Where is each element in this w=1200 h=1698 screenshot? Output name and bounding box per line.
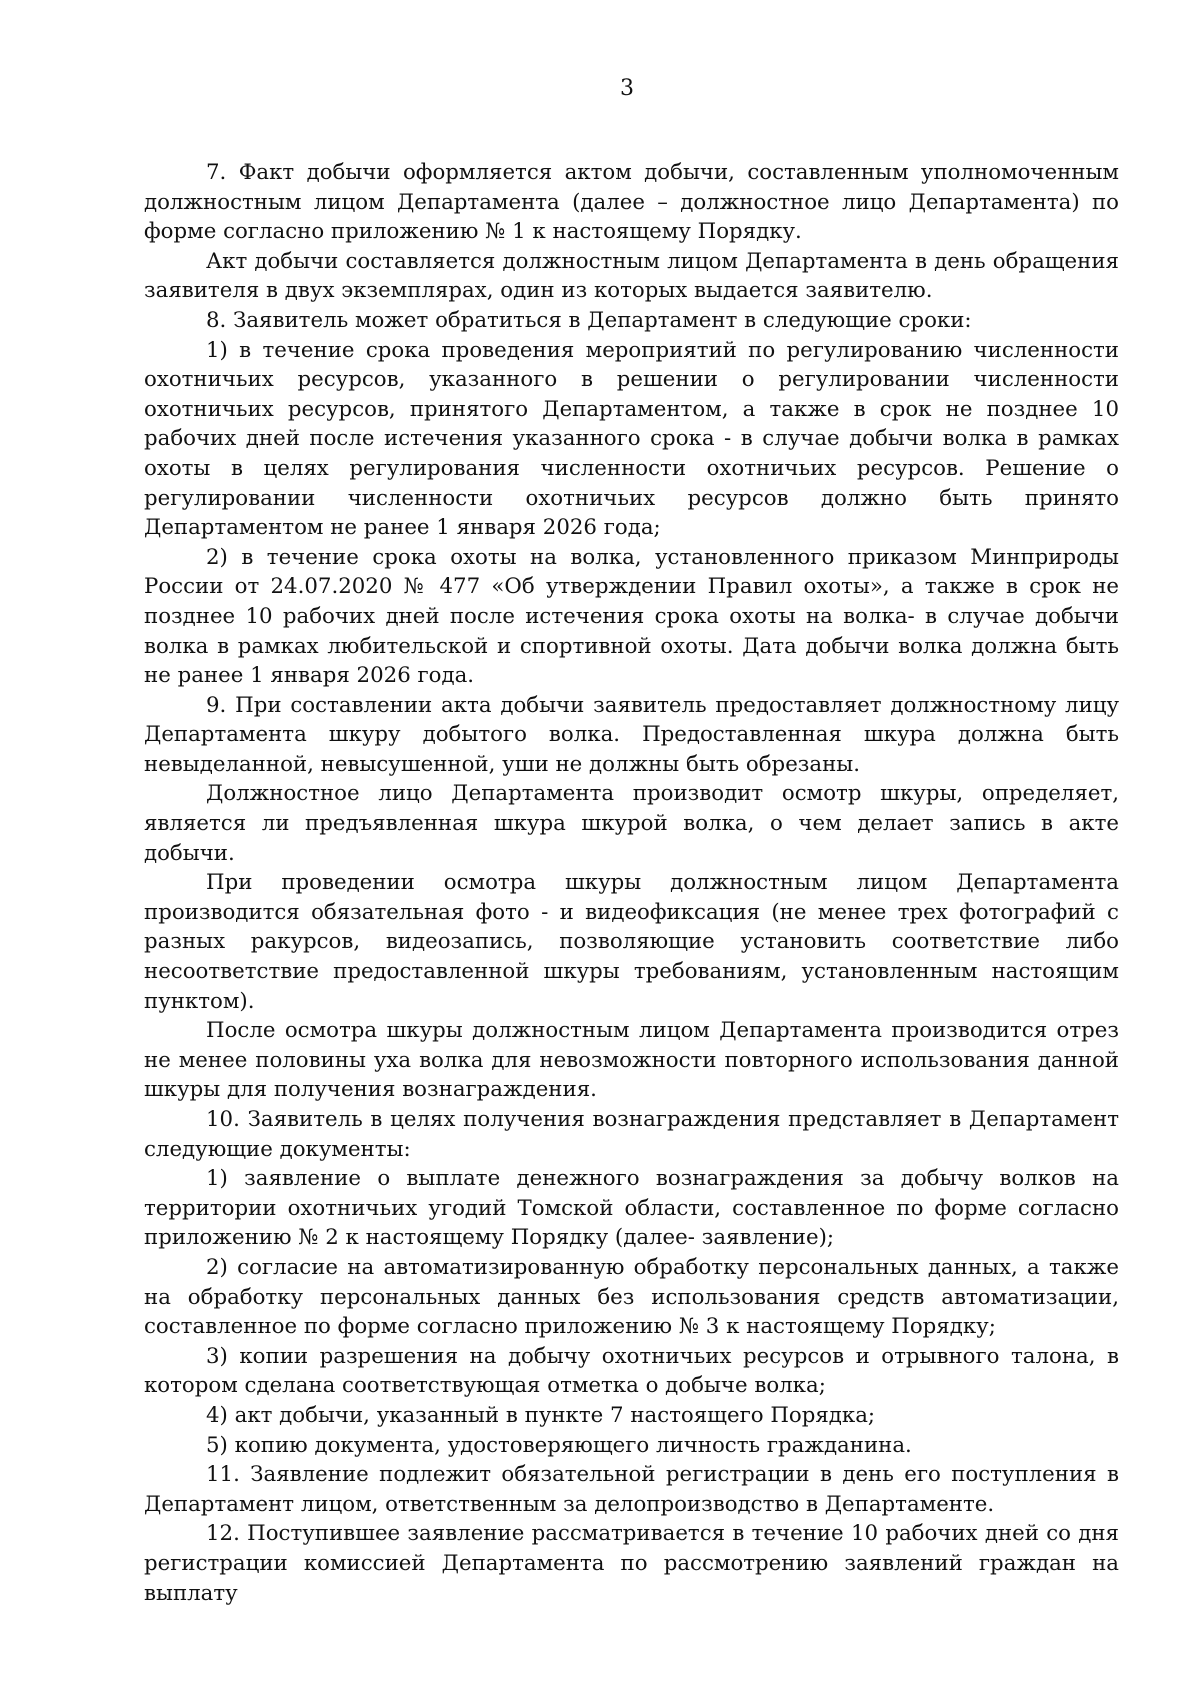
paragraph-9-photo-video: При проведении осмотра шкуры должностным лицом Департамента производится обязательная фото - и видеофиксация (не менее трех фотографий с разных ракурсов, видеозапись, позволяющие установить соответствие либо несоответствие предоставленной шкуры требованиям, установленным настоящим пунктом). (144, 870, 1119, 1014)
paragraph-10-item-2: 2) согласие на автоматизированную обработку персональных данных, а также на обработку персональных данных без использования средств автоматизации, составленное по форме согласно приложению № 3 к настоящему Порядку; (144, 1254, 1119, 1340)
paragraph-10-item-1: 1) заявление о выплате денежного вознаграждения за добычу волков на территории охотничьих угодий Томской области, составленное по форме согласно приложению № 2 к настоящему Порядку (далее- заявление); (144, 1166, 1119, 1251)
paragraph-8: 8. Заявитель может обратиться в Департамент в следующие сроки: (206, 307, 972, 333)
paragraph-10: 10. Заявитель в целях получения вознаграждения представляет в Департамент следующие документы: (144, 1107, 1119, 1162)
paragraph-10-item-4: 4) акт добычи, указанный в пункте 7 настоящего Порядка; (206, 1402, 876, 1428)
paragraph-10-item-5: 5) копию документа, удостоверяющего личность гражданина. (206, 1432, 912, 1458)
page-number: 3 (620, 76, 634, 101)
paragraph-12: 12. Поступившее заявление рассматривается в течение 10 рабочих дней со дня регистрации комиссией Департамента по рассмотрению заявлений граждан на выплату (144, 1521, 1119, 1606)
paragraph-9-ear-cut: После осмотра шкуры должностным лицом Департамента производится отрез не менее половины уха волка для невозможности повторного использования данной шкуры для получения вознаграждения. (144, 1018, 1119, 1103)
paragraph-10-item-3: 3) копии разрешения на добычу охотничьих ресурсов и отрывного талона, в котором сделана соответствующая отметка о добыче волка; (144, 1343, 1119, 1399)
paragraph-7-act: Акт добычи составляется должностным лицом Департамента в день обращения заявителя в двух экземплярах, один из которых выдается заявителю. (144, 248, 1119, 304)
paragraph-7: 7. Факт добычи оформляется актом добычи, составленным уполномоченным должностным лицом Департамента (далее – должностное лицо Департамента) по форме согласно приложению № 1 к настоящему Порядку. (144, 160, 1119, 245)
paragraph-11: 11. Заявление подлежит обязательной регистрации в день его поступления в Департамент лицом, ответственным за делопроизводство в Департаменте. (144, 1462, 1119, 1517)
document-body (144, 158, 1119, 1608)
paragraph-8-item-2: 2) в течение срока охоты на волка, установленного приказом Минприроды России от 24.07.2020 № 477 «Об утверждении Правил охоты», а также в срок не позднее 10 рабочих дней после истечения срока охоты на волка- в случае добычи волка в рамках любительской и спортивной охоты. Дата добычи волка должна быть не ранее 1 января 2026 года. (144, 544, 1119, 689)
paragraph-8-item-1: 1) в течение срока проведения мероприятий по регулированию численности охотничьих ресурсов, указанного в решении о регулировании численности охотничьих ресурсов, принятого Департаментом, а также в срок не позднее 10 рабочих дней после истечения указанного срока - в случае добычи волка в рамках охоты в целях регулирования численности охотничьих ресурсов. Решение о регулировании численности охотничьих ресурсов должно быть принято Департаментом не ранее 1 января 2026 года; (144, 337, 1119, 541)
paragraph-9: 9. При составлении акта добычи заявитель предоставляет должностному лицу Департамента шкуру добытого волка. Предоставленная шкура должна быть невыделанной, невысушенной, уши не должны быть обрезаны. (144, 692, 1119, 777)
paragraph-9-inspection: Должностное лицо Департамента производит осмотр шкуры, определяет, является ли предъявленная шкура шкурой волка, о чем делает запись в акте добычи. (144, 781, 1119, 866)
